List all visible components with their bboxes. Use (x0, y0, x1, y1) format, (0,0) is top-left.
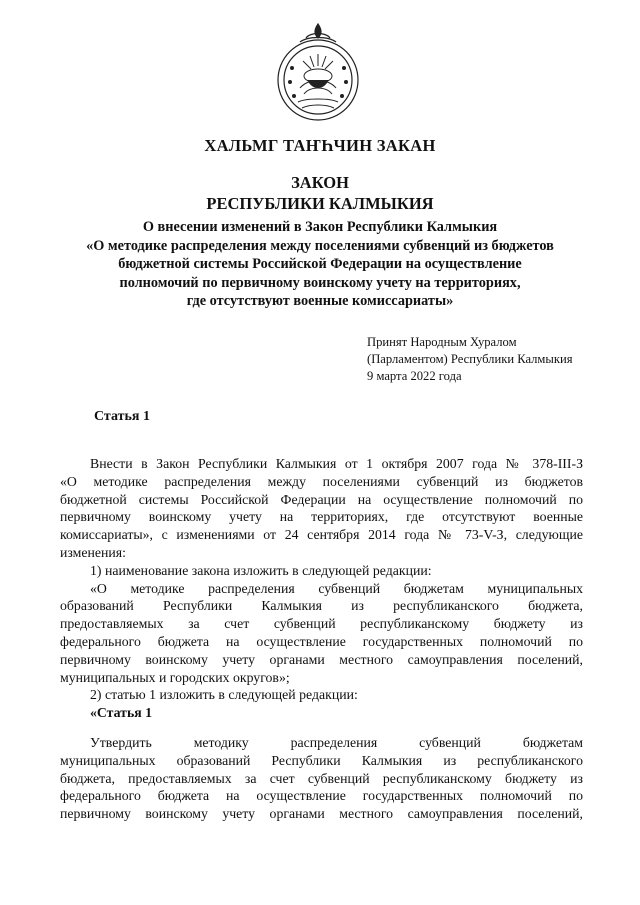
subtitle-line: О внесении изменений в Закон Республики Калмыкия (142, 219, 498, 235)
text-line: муниципальных образований Республики Калмыкия из республиканского (60, 752, 583, 768)
text-line: образований Республики Калмыкия из республиканского бюджета, (60, 598, 583, 614)
law-title (60, 172, 580, 214)
text-line: 1) наименование закона изложить в следующей редакции: (90, 562, 432, 578)
text-line: бюджетной системы Российской Федерации на осуществление полномочий по (60, 491, 583, 507)
quoted-article-heading: «Статья 1 (90, 705, 153, 721)
kalmyk-title: ХАЛЬМГ ТАҤҺЧИН ЗАКАН (204, 136, 436, 155)
subtitle-line: бюджетной системы Российской Федерации на осуществление (118, 256, 522, 272)
text-line: «О методике распределения субвенций бюджетам муниципальных (90, 580, 583, 596)
text-line: первичному воинскому учету органами местного самоуправления поселений, (60, 806, 583, 822)
text-line: Внести в Закон Республики Калмыкия от 1 октября 2007 года № 378-III-З (90, 456, 583, 471)
article-1-heading: Статья 1 (94, 409, 150, 424)
text-line: предоставляемых за счет субвенций республиканскому бюджету из (60, 616, 583, 632)
text-line: федерального бюджета на осуществление государственных полномочий по (60, 788, 583, 804)
text-line: первичному воинскому учету на территориях, где отсутствуют военные (60, 509, 583, 525)
article-1-quoted-text (60, 734, 583, 823)
law-title-line-2: РЕСПУБЛИКИ КАЛМЫКИЯ (206, 194, 434, 213)
article-1-text (60, 455, 583, 722)
adoption-note (367, 334, 573, 385)
text-line: федерального бюджета на осуществление государственных полномочий по (60, 633, 583, 649)
coat-of-arms-emblem (270, 18, 366, 126)
text-line: «О методике распределения между поселениями субвенций из бюджетов (60, 473, 583, 489)
adoption-line: 9 марта 2022 года (367, 369, 462, 383)
text-line: Утвердить методику распределения субвенций бюджетам (90, 735, 583, 750)
text-line: бюджета, предоставляемых за счет субвенций республиканскому бюджету из (60, 770, 583, 786)
law-subtitle (60, 218, 580, 311)
subtitle-line: где отсутствуют военные комиссариаты» (186, 293, 454, 309)
text-line: первичному воинскому учету органами местного самоуправления поселений, (60, 651, 583, 667)
text-line: муниципальных и городских округов»; (60, 669, 290, 685)
text-line: 2) статью 1 изложить в следующей редакции: (90, 687, 358, 703)
adoption-line: Принят Народным Хуралом (367, 335, 517, 349)
text-line: комиссариаты», с изменениями от 24 сентября 2014 года № 73-V-З, следующие (60, 527, 583, 543)
law-title-line-1: ЗАКОН (291, 173, 349, 192)
adoption-line: (Парламентом) Республики Калмыкия (367, 352, 573, 366)
text-line: изменения: (60, 544, 126, 560)
subtitle-line: полномочий по первичному воинскому учету на территориях, (119, 274, 521, 291)
subtitle-line: «О методике распределения между поселениями субвенций из бюджетов (86, 237, 554, 254)
